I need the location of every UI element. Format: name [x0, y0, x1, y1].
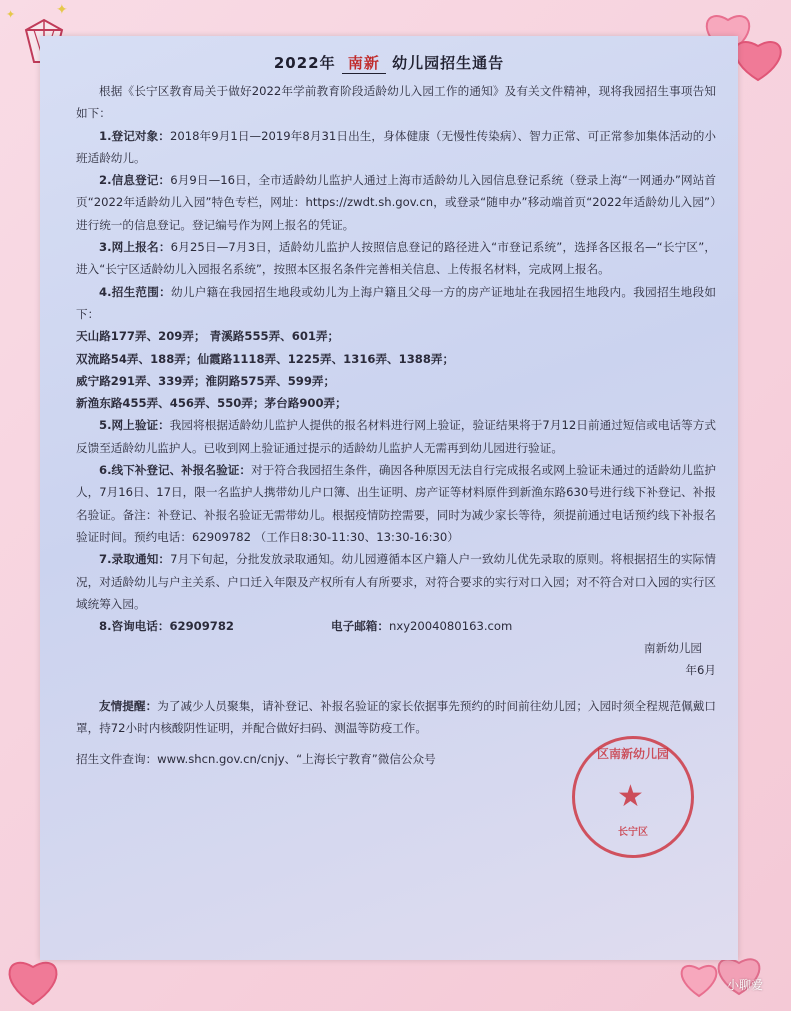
page-title	[40, 52, 738, 74]
section-5: 5.网上验证：我园将根据适龄幼儿监护人提供的报名材料进行网上验证，验证结果将于7月12日前通过短信或电话等方式反馈至适龄幼儿监护人。已收到网上验证通过提示的适龄幼儿监护人无需再到幼儿园进行验证。	[76, 418, 716, 455]
watermark: 小聊爱	[726, 978, 763, 992]
street-line: 威宁路291弄、339弄；淮阴路575弄、599弄；	[76, 373, 336, 388]
signature-school: 南新幼儿园	[644, 641, 702, 656]
section-2: 2.信息登记：6月9日—16日，全市适龄幼儿监护人通过上海市适龄幼儿入园信息登记系统（登录上海“一网通办”网站首页“2022年适龄幼儿入园”特色专栏，网址：https://zwdt.sh.gov.cn，或登录“随申办”移动端首页“2022年适龄幼儿入园”）进行统一的信息登记。登记编号作为网上报名的凭证。	[76, 173, 716, 232]
heart-icon	[2, 952, 64, 1008]
official-seal	[572, 736, 694, 858]
intro-paragraph: 根据《长宁区教育局关于做好2022年学前教育阶段适龄幼儿入园工作的通知》及有关文件精神，现将我园招生事项告知如下：	[76, 84, 716, 121]
section-1: 1.登记对象：2018年9月1日—2019年8月31日出生，身体健康（无慢性传染病）、智力正常、可正常参加集体活动的小班适龄幼儿。	[76, 128, 716, 165]
notice-body	[76, 80, 716, 770]
sparkle-icon: ✦	[6, 8, 16, 21]
seal-bottom-text: 长宁区	[618, 827, 648, 838]
signature-date: 年6月	[685, 663, 716, 678]
contact-email: 电子邮箱：nxy2004080163.com	[331, 619, 513, 634]
contact-phone: 62909782	[169, 619, 234, 634]
street-line: 天山路177弄、209弄； 青溪路555弄、601弄；	[76, 329, 340, 344]
section-4: 4.招生范围：幼儿户籍在我园招生地段或幼儿为上海户籍且父母一方的房产证地址在我园招生地段内。我园招生地段如下：	[76, 284, 716, 321]
street-line: 双流路54弄、188弄；仙霞路1118弄、1225弄、1316弄、1388弄；	[76, 351, 455, 366]
section-7: 7.录取通知：7月下旬起，分批发放录取通知。幼儿园遵循本区户籍人户一致幼儿优先录取的原则。将根据招生的实际情况，对适龄幼儿与户主关系、户口迁入年限及产权所有人有所要求，对符合要求的实行对口入园；对不符合对口入园的实行区域统筹入园。	[76, 552, 716, 611]
sparkle-icon: ✦	[56, 2, 68, 18]
seal-star-icon: ★	[617, 779, 644, 814]
signature-block	[76, 637, 716, 681]
title-school: 南新	[342, 52, 386, 74]
query-line: 招生文件查询：www.shcn.gov.cn/cnjy、“上海长宁教育”微信公众号	[76, 751, 436, 766]
tips-paragraph: 友情提醒：为了减少人员聚集，请补登记、补报名验证的家长依据事先预约的时间前往幼儿园；入园时须全程规范佩戴口罩，持72小时内核酸阴性证明，并配合做好扫码、测温等防疫工作。	[76, 699, 716, 736]
title-year: 2022年	[273, 54, 336, 72]
street-line: 新渔东路455弄、456弄、550弄；茅台路900弄；	[76, 396, 347, 411]
section-6: 6.线下补登记、补报名验证：对于符合我园招生条件，确因各种原因无法自行完成报名或网上验证未通过的适龄幼儿监护人，7月16日、17日，限一名监护人携带幼儿户口簿、出生证明、房产证等材料原件到新渔东路630号进行线下补登记、补报名验证。备注：补登记、补报名验证无需带幼儿。根据疫情防控需要，同时为减少家长等待，须提前通过电话预约线下补报名验证时间。预约电话：62909782 （工作日8:30-11:30、13:30-16:30）	[76, 463, 716, 544]
section-3: 3.网上报名：6月25日—7月3日，适龄幼儿监护人按照信息登记的路径进入“市登记系统”，选择各区报名—“长宁区”，进入“长宁区适龄幼儿入园报名系统”，按照本区报名条件完善相关信息、上传报名材料，完成网上报名。	[76, 240, 716, 277]
contact-line: 8.咨询电话：62909782 电子邮箱：nxy2004080163.com	[76, 615, 716, 637]
seal-top-text: 区南新幼儿园	[596, 747, 669, 761]
title-suffix: 幼儿园招生通告	[392, 54, 505, 72]
